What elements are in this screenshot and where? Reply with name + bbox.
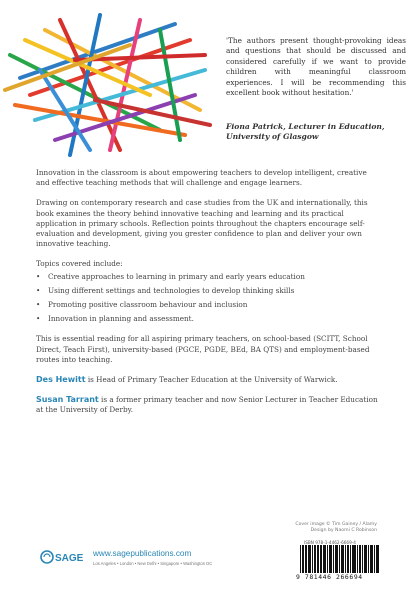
topic-item: • Innovation in planning and assessment.: [36, 314, 381, 324]
barcode-bar: [329, 545, 330, 573]
publisher-url[interactable]: www.sagepublications.com: [93, 549, 192, 558]
barcode-digits: 9 781446 266694: [296, 573, 363, 581]
blurb: [36, 168, 381, 426]
barcode-bar: [308, 545, 311, 573]
barcode-bar: [342, 545, 344, 573]
review-attribution: Fiona Patrick, Lecturer in Education, University of Glasgow: [226, 122, 385, 142]
barcode-bar: [305, 545, 306, 573]
barcode-bar: [312, 545, 313, 573]
barcode-bar: [364, 545, 365, 573]
barcode-bar: [341, 545, 342, 573]
barcode-bar: [357, 545, 358, 573]
author-bio: [36, 375, 381, 385]
topics-list: [36, 272, 381, 325]
barcode-bar: [335, 545, 338, 573]
barcode-bar: [333, 545, 334, 573]
barcode-bar: [306, 545, 307, 573]
barcode-bar: [365, 545, 367, 573]
barcode-bar: [300, 545, 301, 573]
sage-logo-text: SAGE: [55, 553, 84, 564]
barcode-bar: [374, 545, 375, 573]
topic-item: • Creative approaches to learning in primary and early years education: [36, 272, 381, 282]
barcode-bar: [377, 545, 379, 573]
cover-credits: [295, 522, 377, 535]
barcode-bar: [347, 545, 349, 573]
design-credit: Design by Naomi C Robinson: [310, 528, 377, 534]
sage-logo: [40, 547, 85, 567]
barcode-bar: [359, 545, 361, 573]
author-bio: [36, 395, 381, 415]
colored-pencils-image: [0, 0, 215, 160]
author-name: Susan Tarrant: [36, 395, 99, 405]
barcode-bar: [302, 545, 304, 573]
barcode-bar: [314, 545, 316, 573]
review-quote: 'The authors present thought-provoking ideas and questions that should be discussed and considered carefully if we want to provide children with meaningful classroom experiences. I will be recommending this excellent book without hesitation.': [226, 36, 406, 98]
barcode-bar: [320, 545, 322, 573]
barcode-bar: [370, 545, 373, 573]
barcode-bar: [317, 545, 318, 573]
barcode-bar: [318, 545, 319, 573]
blurb-paragraph-1: Innovation in the classroom is about empowering teachers to develop intelligent, creative and effective teaching methods that will challenge and engage learners.: [36, 168, 367, 188]
blurb-paragraph-3: This is essential reading for all aspiring primary teachers, on school-based (SCITT, School Direct, Teach First), university-based (PGCE, PGDE, BEd, BA QTS) and employment-based routes into teaching.: [36, 334, 370, 364]
barcode-bar: [376, 545, 377, 573]
topic-item: • Promoting positive classroom behaviour and inclusion: [36, 300, 381, 310]
author-bio-text: is a former primary teacher and now Senior Lecturer in Teacher Education at the University of Derby.: [36, 395, 378, 415]
isbn-label: ISBN 978-1-4462-6669-4: [304, 540, 356, 545]
blurb-paragraph-2: Drawing on contemporary research and case studies from the UK and internationally, this book examines the theory behind innovative teaching and learning and its practical application in primary schools. Reflection points throughout the chapters encourage self-evaluation and development, giving you grester confidence to plan and deliver your own innovative teaching.: [36, 198, 368, 249]
author-bio-text: is Head of Primary Teacher Education at the University of Warwick.: [85, 375, 338, 385]
cover-image: [0, 0, 215, 160]
barcode-bar: [330, 545, 332, 573]
barcode-bar: [353, 545, 356, 573]
barcode-bar: [327, 545, 328, 573]
barcode-bar: [339, 545, 340, 573]
barcode-bar: [323, 545, 326, 573]
barcode-bar: [345, 545, 346, 573]
sage-logo-mark: [40, 547, 85, 567]
publisher-cities: Los Angeles • London • New Delhi • Singapore • Washington DC: [93, 561, 213, 566]
barcode-bar: [350, 545, 351, 573]
topics-intro: Topics covered include:: [36, 259, 123, 269]
barcode: [300, 545, 380, 573]
barcode-bar: [352, 545, 353, 573]
barcode-bar: [368, 545, 369, 573]
author-name: Des Hewitt: [36, 375, 86, 385]
topic-item: • Using different settings and technologies to develop thinking skills: [36, 286, 381, 296]
image-credit: Cover image © Tim Gainey / Alamy: [295, 522, 377, 527]
barcode-bar: [362, 545, 363, 573]
